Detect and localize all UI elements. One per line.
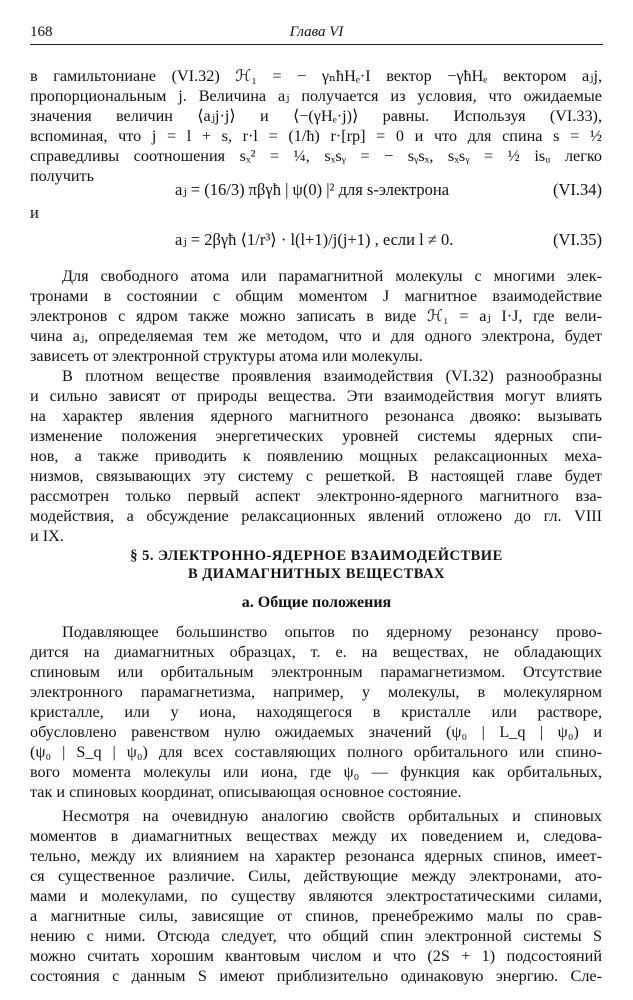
text-line: рассмотрен только первый аспект электронно-ядерного магнитного вза- (30, 487, 602, 505)
equation-number: (VI.35) (552, 230, 602, 249)
text-line: в гамильтониане (VI.32) ℋ₁ = − γₙħHₑ·I вектор −γħHₑ вектором aⱼj, (30, 67, 602, 85)
subsection-heading: а. Общие положения (241, 594, 392, 611)
text-line: Несмотря на очевидную аналогию свойств орбитальных и спиновых (62, 807, 602, 825)
text-line: получить (30, 167, 94, 185)
text-line: (ψ₀ | S_q | ψ₀) для всех составляющих полного орбитального или спино- (30, 743, 602, 761)
text-line: вспоминая, что j = l + s, r·l = (1/ħ) r·[rp] = 0 и что для спина s = ½ (30, 127, 602, 145)
page-number: 168 (30, 24, 53, 40)
conjunction: и (30, 203, 39, 222)
text-line: на характер явления ядерного магнитного резонанса двояко: вызывать (30, 407, 602, 425)
text-line: тронами в состоянии с общим моментом J магнитное взаимодействие (30, 287, 602, 305)
text-line: справедливы соотношения sₓ² = ¼, sₓsᵧ = − sᵧsₓ, sₓsᵧ = ½ isᵤ легко (30, 147, 602, 165)
text-line: изменение положения энергетических уровней системы ядерных спи- (30, 427, 602, 445)
text-line: и IX. (30, 527, 64, 545)
text-line: ся существенное различие. Силы, действующие между электронами, ато- (30, 867, 602, 885)
text-line: а магнитные силы, зависящие от спинов, пренебрежимо малы по срав- (30, 907, 602, 925)
text-line: модействия, а обсуждение релаксационных явлений отложено до гл. VIII (30, 507, 602, 525)
equation-number: (VI.34) (552, 180, 602, 199)
text-line: нов, а также приводить к появлению мощных релаксационных меха- (30, 447, 602, 465)
section-heading: В ДИАМАГНИТНЫХ ВЕЩЕСТВАХ (187, 566, 446, 582)
text-line: значения величин ⟨aⱼj·j⟩ и ⟨−(γHₑ·j)⟩ равны. Используя (VI.33), (30, 107, 602, 125)
text-line: мами и молекулами, по существу являются электростатическими силами, (30, 887, 602, 905)
text-line: дится на диамагнитных образцах, т. е. на веществах, не обладающих (30, 643, 602, 661)
page-header (30, 22, 603, 45)
text-line: так и спиновых координат, описывающая основное состояние. (30, 783, 462, 801)
text-line: и сильно зависят от природы вещества. Эти взаимодействия могут влиять (30, 387, 602, 405)
text-line: обусловлено равенством нулю ожидаемых значений (ψ₀ | L_q | ψ₀) и (30, 723, 602, 741)
text-line: В плотном веществе проявления взаимодействия (VI.32) разнообразны (62, 367, 602, 385)
text-line: зависеть от электронной структуры атома или молекулы. (30, 347, 423, 365)
text-line: электронного парамагнетизма, например, у молекулы, в молекулярном (30, 683, 602, 701)
text-line: кристалле, или у иона, находящегося в кристалле или растворе, (30, 703, 602, 721)
text-line: тельно, между их влиянием на характер резонанса ядерных спинов, имеет- (30, 847, 602, 865)
equation-vi-35: aⱼ = 2βγħ ⟨1/r³⟩ · l(l+1)/j(j+1) , если l ≠ 0. (175, 230, 454, 249)
text-line: Подавляющее большинство опытов по ядерному резонансу прово- (62, 623, 602, 641)
text-line: состояния с данным S имеют приблизительно одинаковую энергию. Сле- (30, 967, 602, 985)
chapter-title: Глава VI (289, 24, 344, 40)
text-line: электронов с ядром также можно записать в виде ℋ₁ = aⱼ I·J, где вели- (30, 307, 602, 325)
text-line: нению с ними. Отсюда следует, что общий спин электронной системы S (30, 927, 602, 945)
text-line: вого момента молекулы или иона, где ψ₀ — функция как орбитальных, (30, 763, 602, 781)
text-line: низмов, связывающих эту систему с решеткой. В настоящей главе будет (30, 467, 602, 485)
text-line: Для свободного атома или парамагнитной молекулы с многими элек- (62, 267, 602, 285)
equation-vi-34: aⱼ = (16/3) πβγħ | ψ(0) |² для s-электрона (175, 180, 450, 199)
text-line: можно считать хорошим квантовым числом и что (2S + 1) подсостояний (30, 947, 602, 965)
section-heading: § 5. ЭЛЕКТРОННО-ЯДЕРНОЕ ВЗАИМОДЕЙСТВИЕ (130, 548, 503, 564)
text-line: спиновым или орбитальным электронным парамагнетизмом. Отсутствие (30, 663, 602, 681)
text-line: пропорциональным j. Величина aⱼ получается из условия, что ожидаемые (30, 87, 602, 105)
text-line: чина aⱼ, определяемая тем же методом, что и для одного электрона, будет (30, 327, 602, 345)
text-line: моментов в диамагнитных веществах между их поведением и, следова- (30, 827, 602, 845)
